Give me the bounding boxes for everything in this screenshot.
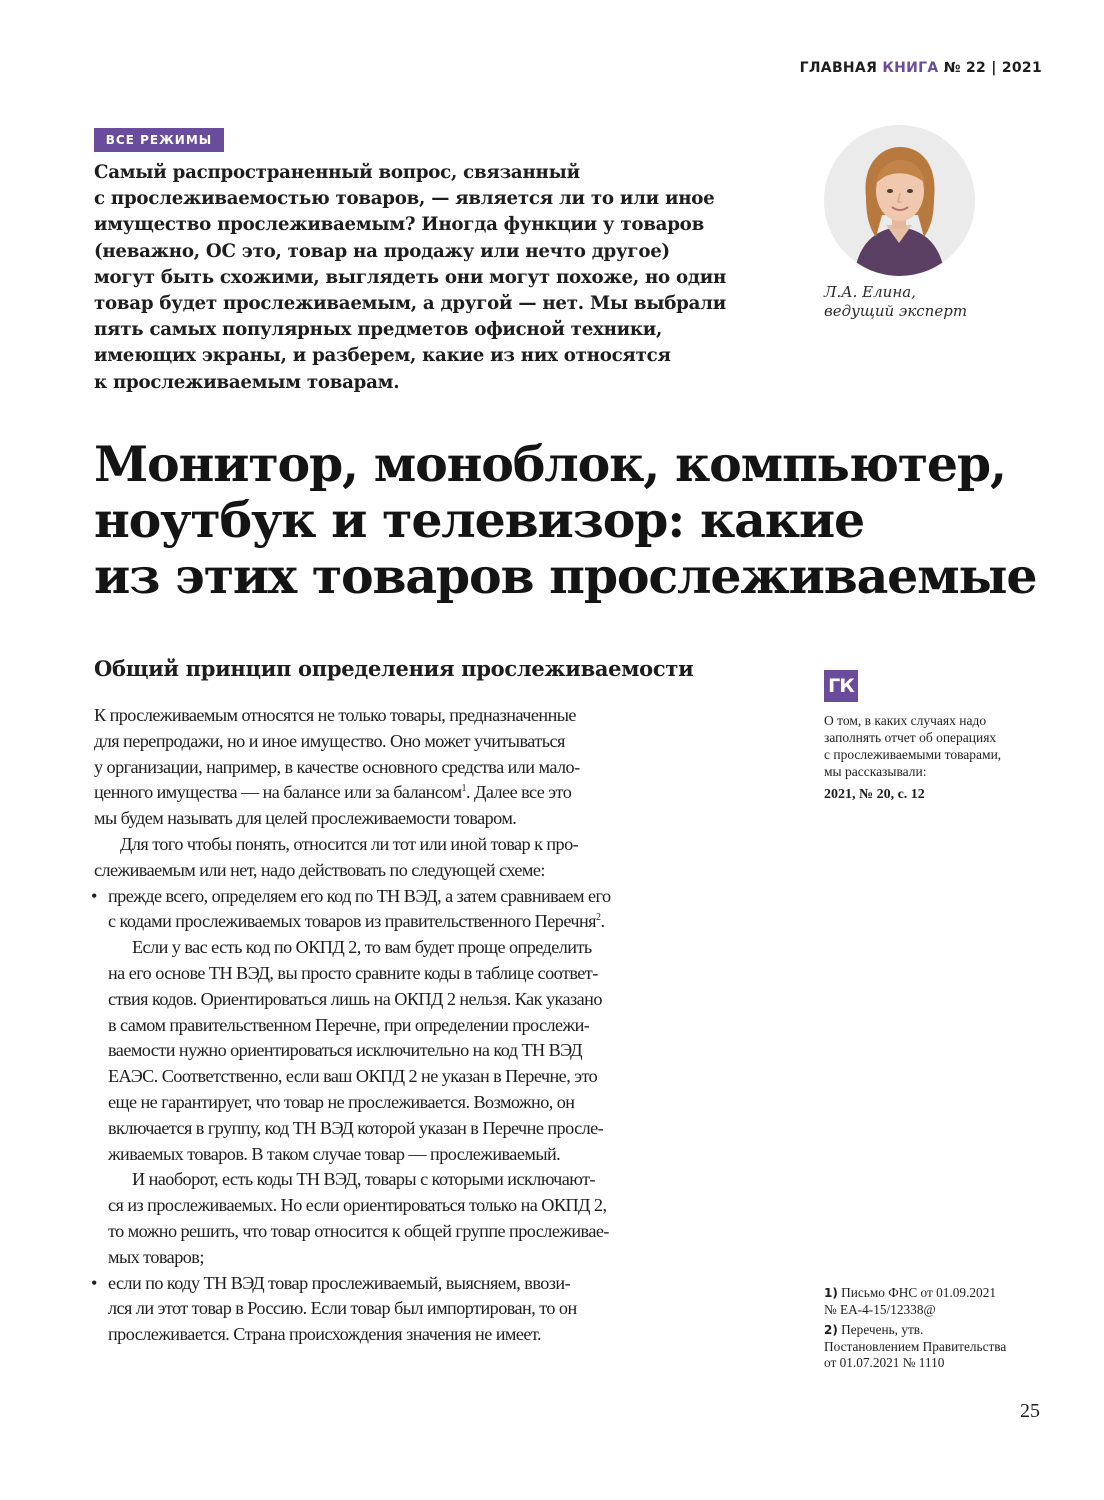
title-line: ноутбук и телевизор: какие <box>94 491 865 549</box>
body-line: то можно решить, что товар относится к общей группе прослеживае- <box>108 1220 609 1241</box>
body-line: ся из прослеживаемых. Но если ориентироваться только на ОКПД 2, <box>108 1195 607 1216</box>
author-portrait <box>824 125 975 276</box>
body-line: ЕАЭС. Соответственно, если ваш ОКПД 2 не указан в Перечне, это <box>108 1066 598 1087</box>
lead-paragraph <box>94 160 784 396</box>
body-line: прослеживается. Страна происхождения значения не имеет. <box>108 1324 541 1345</box>
bullet-line: • если по коду ТН ВЭД товар прослеживаемый, выясняем, ввози- <box>94 1271 774 1297</box>
lead-line: с прослеживаемостью товаров, — является ли то или иное <box>94 188 715 210</box>
sidebar-line: мы рассказывали: <box>824 764 927 779</box>
lead-line: к прослеживаемым товарам. <box>94 371 400 393</box>
bullet-line: • прежде всего, определяем его код по ТН ВЭД, а затем сравниваем его <box>94 884 774 910</box>
title-line: из этих товаров прослеживаемые <box>94 547 1037 605</box>
body-line <box>94 780 774 806</box>
author-caption <box>824 283 967 321</box>
masthead <box>800 60 1042 76</box>
body-line: Для того чтобы понять, относится ли тот или иной товар к про- <box>120 833 579 854</box>
footnote-1 <box>824 1285 1064 1302</box>
lead-line: могут быть схожими, выглядеть они могут похоже, но один <box>94 266 727 288</box>
article-body <box>94 703 774 1348</box>
body-line: еще не гарантирует, что товар не прослеживается. Возможно, он <box>108 1091 575 1112</box>
footnote-text: от 01.07.2021 № 1110 <box>824 1355 945 1370</box>
footnote-number: 2) <box>824 1323 838 1337</box>
body-line: в самом правительственном Перечне, при определении прослежи- <box>108 1014 590 1035</box>
author-role: ведущий эксперт <box>824 302 968 320</box>
footnote-number: 1) <box>824 1286 838 1300</box>
body-line: Если у вас есть код по ОКПД 2, то вам будет проще определить <box>132 937 592 958</box>
footnote-text: № ЕА-4-15/12338@ <box>824 1301 936 1317</box>
page-number: 25 <box>1020 1400 1040 1422</box>
footnote-text: Перечень, утв. <box>841 1322 924 1337</box>
lead-line: Самый распространенный вопрос, связанный <box>94 162 580 183</box>
author-name: Л.А. Елина, <box>824 283 916 301</box>
masthead-title: ГЛАВНАЯ <box>799 60 878 76</box>
masthead-issue: № 22 | 2021 <box>943 60 1042 76</box>
body-text: . <box>600 911 605 932</box>
lead-line: (неважно, ОС это, товар на продажу или нечто другое) <box>94 240 670 262</box>
sidebar-line: заполнять отчет об операциях <box>824 730 997 745</box>
body-line: включается в группу, код ТН ВЭД которой указан в Перечне просле- <box>108 1117 604 1138</box>
lead-line: имеющих экраны, и разберем, какие из них относятся <box>94 345 671 367</box>
body-line: лся ли этот товар в Россию. Если товар был импортирован, то он <box>108 1298 577 1319</box>
body-line: И наоборот, есть коды ТН ВЭД, товары с которыми исключают- <box>132 1169 595 1190</box>
footnote-ref[interactable]: 1 <box>461 783 466 795</box>
section-heading: Общий принцип определения прослеживаемости <box>94 656 694 681</box>
body-line: ваемости нужно ориентироваться исключительно на код ТН ВЭД <box>108 1040 582 1061</box>
title-line: Монитор, моноблок, компьютер, <box>94 435 1006 493</box>
footnote-text: Постановлением Правительства <box>824 1338 1007 1354</box>
masthead-title-accent: КНИГА <box>882 60 939 76</box>
body-text: . Далее все это <box>465 782 572 803</box>
body-line: у организации, например, в качестве основного средства или мало- <box>94 756 580 777</box>
body-line: мы будем называть для целей прослеживаемости товаром. <box>94 808 517 829</box>
body-line: К прослеживаемым относятся не только товары, предназначенные <box>94 705 576 725</box>
sidebar-line: с прослеживаемыми товарами, <box>824 747 1002 762</box>
lead-line: товар будет прослеживаемым, а другой — нет. Мы выбрали <box>94 293 726 315</box>
sidebar-note <box>824 712 1054 803</box>
footnote-ref[interactable]: 2 <box>596 912 601 924</box>
body-line: живаемых товаров. В таком случае товар — прослеживаемый. <box>108 1143 561 1164</box>
body-line: слеживаемым или нет, надо действовать по следующей схеме: <box>94 859 545 880</box>
sidebar-line: О том, в каких случаях надо <box>824 713 987 728</box>
portrait-illustration <box>824 125 975 276</box>
lead-line: имущество прослеживаемым? Иногда функции у товаров <box>94 214 704 236</box>
footnotes <box>824 1285 1064 1372</box>
sidebar-reference[interactable]: 2021, № 20, с. 12 <box>824 787 925 802</box>
gk-logo-icon: ГК <box>824 670 858 702</box>
body-line: ствия кодов. Ориентироваться лишь на ОКПД 2 нельзя. Как указано <box>108 988 602 1009</box>
body-line <box>94 909 774 935</box>
body-text: ценного имущества — на балансе или за балансом <box>94 782 462 803</box>
section-badge: ВСЕ РЕЖИМЫ <box>94 128 224 152</box>
body-text: с кодами прослеживаемых товаров из правительственного Перечня <box>108 911 596 932</box>
body-line: мых товаров; <box>108 1246 204 1267</box>
footnote-text: Письмо ФНС от 01.09.2021 <box>841 1285 996 1300</box>
body-line: на его основе ТН ВЭД, вы просто сравните коды в таблице соответ- <box>108 962 598 983</box>
footnote-2 <box>824 1322 1064 1339</box>
lead-line: пять самых популярных предметов офисной техники, <box>94 319 663 341</box>
article-title <box>94 436 1054 604</box>
body-line: для перепродажи, но и иное имущество. Оно может учитываться <box>94 730 565 751</box>
